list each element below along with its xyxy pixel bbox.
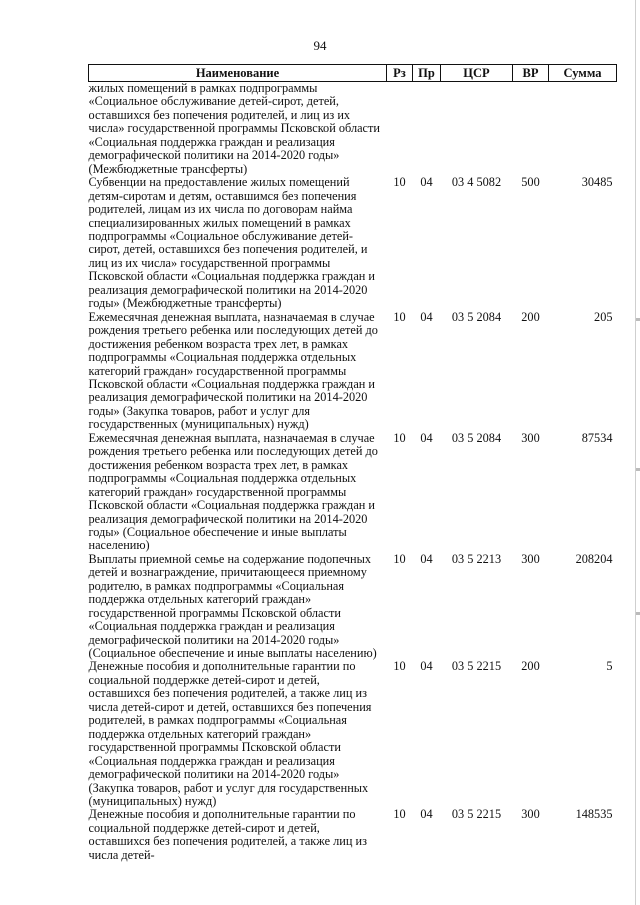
row-csr: 03 5 2084 [451, 309, 502, 324]
row-pr [413, 82, 441, 177]
table-row [89, 808, 617, 862]
row-sum: 5 [606, 659, 613, 674]
row-csr: 03 5 2213 [451, 551, 502, 566]
row-csr: 03 5 2215 [451, 807, 502, 822]
row-rz: 10 [393, 551, 406, 566]
row-name: Ежемесячная денежная выплата, назначаемая в случае рождения третьего ребенка или последующих детей до достижения ребенком возраста трех лет, в рамках подпрограммы «Социальная поддержка отдельных категорий граждан» государственной программы Псковской области «Социальная поддержка граждан и реализация демографической политики на 2014-2020 годы» (Социальное обеспечение и иные выплаты населению) [88, 430, 378, 553]
table-row [89, 311, 617, 432]
row-vr: 300 [521, 807, 540, 822]
row-name: Денежные пособия и дополнительные гарантии по социальной поддержке детей-сирот и детей, оставшихся без попечения родителей, а также лиц из числа детей-сирот и детей, оставшихся без попечения родителей, в рамках подпрограммы «Социальная поддержка отдельных категорий граждан» государственной программы Псковской области «Социальная поддержка граждан и реализация демографической политики на 2014-2020 годы» (Закупка товаров, работ и услуг для государственных (муниципальных) нужд) [88, 659, 372, 809]
row-vr: 300 [521, 430, 540, 445]
row-name: жилых помещений в рамках подпрограммы «Социальное обслуживание детей-сирот, детей, оставшихся без попечения родителей, и лиц из их числа» государственной программы Псковской области «Социальная поддержка граждан и реализация демографической политики на 2014-2020 годы» (Межбюджетные трансферты) [88, 81, 380, 176]
row-pr: 04 [420, 309, 433, 324]
row-rz: 10 [393, 309, 406, 324]
scan-edge-mark [636, 612, 640, 615]
row-name: Ежемесячная денежная выплата, назначаемая в случае рождения третьего ребенка или последующих детей до достижения ребенком возраста трех лет, в рамках подпрограммы «Социальная поддержка отдельных категорий граждан» государственной программы Псковской области «Социальная поддержка граждан и реализация демографической политики на 2014-2020 годы» (Закупка товаров, работ и услуг для государственных (муниципальных) нужд) [88, 309, 378, 432]
budget-table [88, 64, 617, 862]
row-sum: 30485 [581, 175, 613, 190]
row-sum: 205 [594, 309, 613, 324]
header-pr: Пр [413, 65, 441, 82]
header-csr: ЦСР [441, 65, 513, 82]
row-pr: 04 [420, 551, 433, 566]
row-pr: 04 [420, 807, 433, 822]
row-vr: 200 [521, 659, 540, 674]
header-vr: ВР [513, 65, 549, 82]
page-number: 94 [313, 38, 327, 53]
scan-edge-mark [636, 318, 640, 321]
row-name: Субвенции на предоставление жилых помещений детям-сиротам и детям, оставшимся без попечения родителей, лицам из их числа по договорам найма специализированных жилых помещений в рамках подпрограммы «Социальное обслуживание детей-сирот, детей, оставшихся без попечения родителей, и лиц из их числа» государственной программы Псковской области «Социальная поддержка граждан и реализация демографической политики на 2014-2020 годы» (Межбюджетные трансферты) [88, 175, 376, 311]
row-vr: 500 [521, 175, 540, 190]
header-name: Наименование [89, 65, 387, 82]
row-vr: 200 [521, 309, 540, 324]
scan-edge-mark [636, 468, 640, 471]
header-sum: Сумма [549, 65, 617, 82]
table-row [89, 660, 617, 808]
row-pr: 04 [420, 430, 433, 445]
row-vr: 300 [521, 551, 540, 566]
row-rz: 10 [393, 807, 406, 822]
row-name: Денежные пособия и дополнительные гарантии по социальной поддержке детей-сирот и детей, оставшихся без попечения родителей, а также лиц из числа детей- [88, 807, 367, 862]
scan-edge [635, 0, 636, 905]
row-csr: 03 5 2215 [451, 659, 502, 674]
row-csr [441, 82, 513, 177]
row-vr [513, 82, 549, 177]
header-rz: Рз [387, 65, 413, 82]
table-row [89, 176, 617, 311]
row-rz: 10 [393, 659, 406, 674]
row-pr: 04 [420, 659, 433, 674]
table-row [89, 432, 617, 553]
table-row [89, 82, 617, 177]
row-rz: 10 [393, 430, 406, 445]
row-sum: 148535 [575, 807, 613, 822]
row-sum [549, 82, 617, 177]
row-name: Выплаты приемной семье на содержание подопечных детей и вознаграждение, причитающееся приемному родителю, в рамках подпрограммы «Социальная поддержка отдельных категорий граждан» государственной программы Псковской области «Социальная поддержка граждан и реализация демографической политики на 2014-2020 годы» (Социальное обеспечение и иные выплаты населению) [88, 551, 377, 661]
row-sum: 208204 [575, 551, 613, 566]
row-pr: 04 [420, 175, 433, 190]
row-csr: 03 4 5082 [451, 175, 502, 190]
table-header-row [89, 65, 617, 82]
table-row [89, 553, 617, 661]
row-csr: 03 5 2084 [451, 430, 502, 445]
row-sum: 87534 [581, 430, 613, 445]
row-rz [387, 82, 413, 177]
row-rz: 10 [393, 175, 406, 190]
